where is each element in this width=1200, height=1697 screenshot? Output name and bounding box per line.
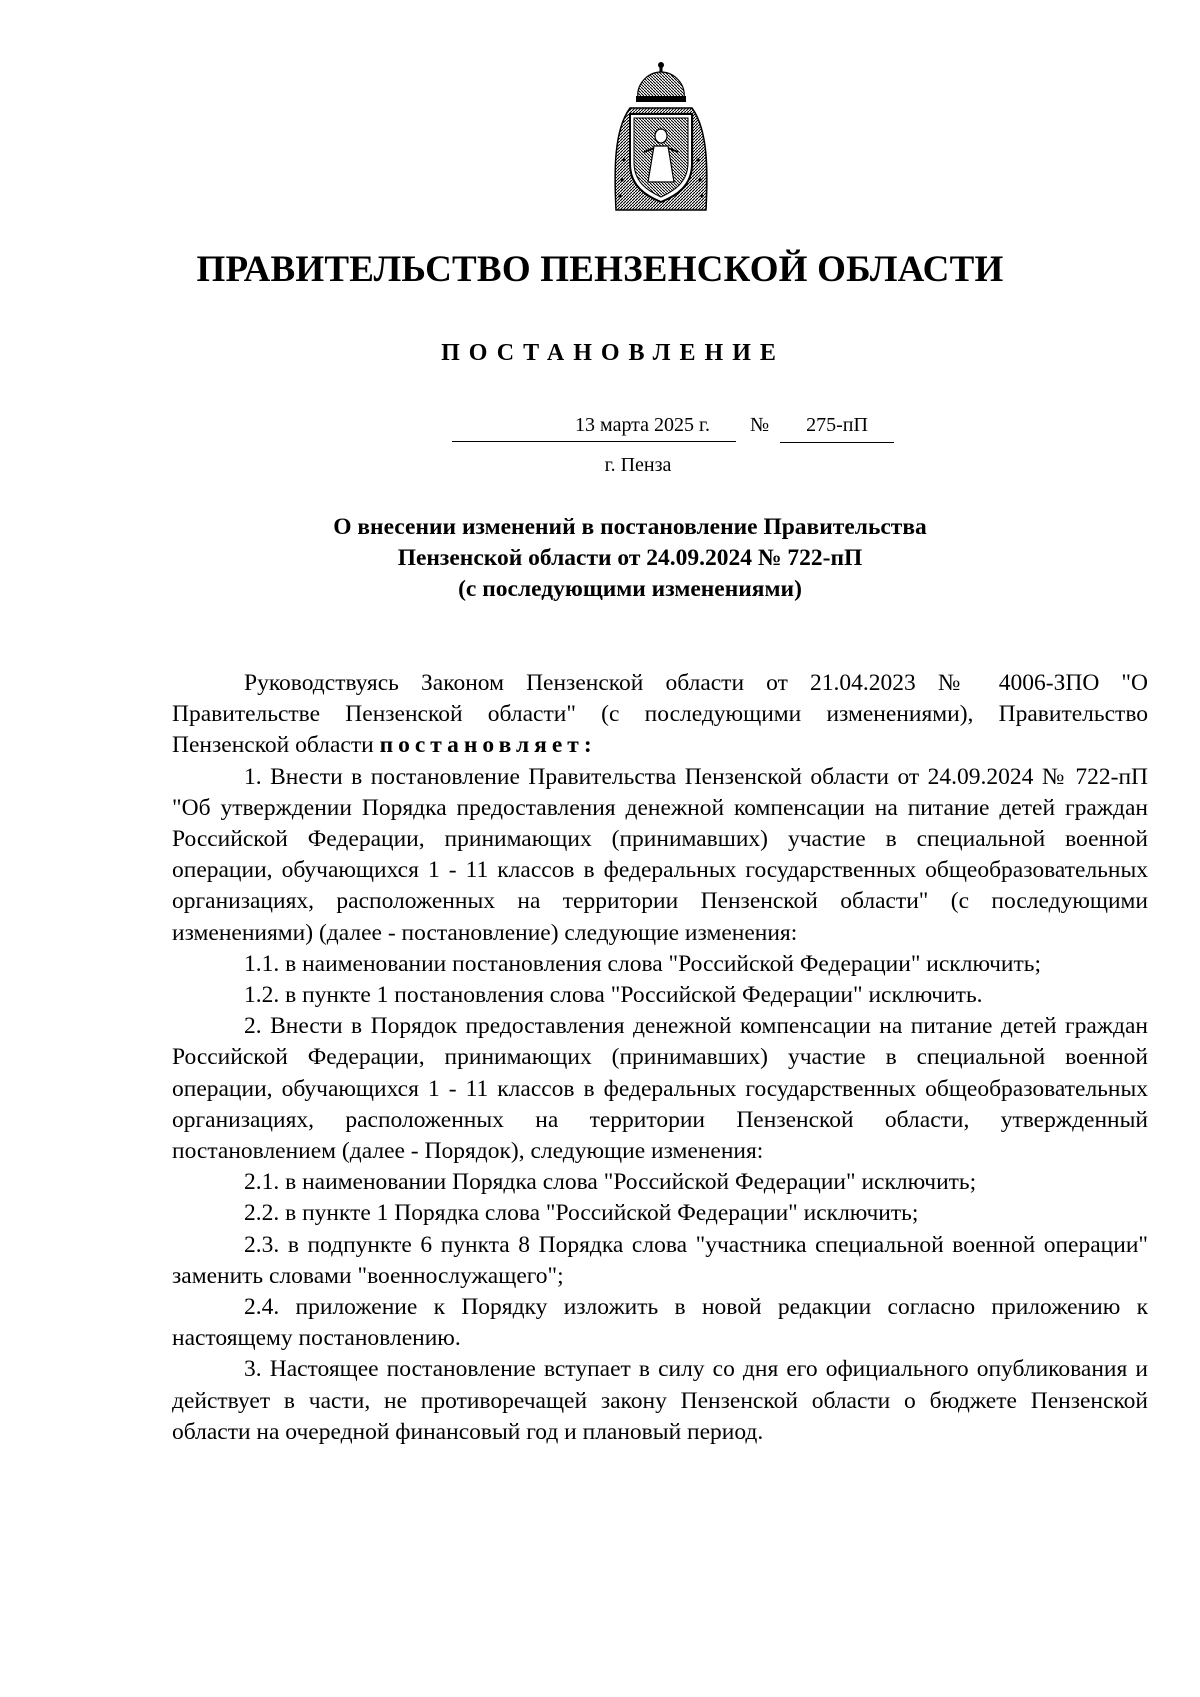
document-subject <box>250 512 1010 605</box>
document-number: 275-пП <box>780 414 894 443</box>
paragraph-2-4: 2.4. приложение к Порядку изложить в новой редакции согласно приложению к настоящему постановлению. <box>172 1294 1148 1352</box>
paragraph-2-2: 2.2. в пункте 1 Порядка слова "Российской Федерации" исключить; <box>244 1200 919 1227</box>
coat-of-arms-icon <box>608 60 714 216</box>
date-field <box>452 414 736 442</box>
paragraph-2-1: 2.1. в наименовании Порядка слова "Российской Федерации" исключить; <box>244 1169 977 1196</box>
preamble-action: постановляет: <box>379 732 597 759</box>
subject-line: О внесении изменений в постановление Правительства <box>333 514 927 540</box>
paragraph-3: 3. Настоящее постановление вступает в силу со дня его официального опубликования и действует в части, не противоречащей закону Пензенской области о бюджете Пензенской области на очередной финансовый год и плановый период. <box>172 1356 1148 1445</box>
preamble-text: Руководствуясь Законом Пензенской области от 21.04.2023 № 4006-ЗПО "О Правительстве Пензенской области" (с последующими изменениями), Правительство Пензенской области <box>172 670 1148 759</box>
paragraph-1: 1. Внести в постановление Правительства Пензенской области от 24.09.2024 № 722-пП "Об утверждении Порядка предоставления денежной компенсации на питание детей граждан Российской Федерации, принимающих (принимавших) участие в специальной военной операции, обучающихся 1 - 11 классов в федеральных государственных общеобразовательных организациях, расположенных на территории Пензенской области" (с последующими изменениями) (далее - постановление) следующие изменения: <box>172 763 1148 946</box>
subject-line: Пензенской области от 24.09.2024 № 722-пП <box>397 545 863 571</box>
city: г. Пенза <box>604 454 672 476</box>
organization-title: ПРАВИТЕЛЬСТВО ПЕНЗЕНСКОЙ ОБЛАСТИ <box>196 249 1004 290</box>
number-sign: № <box>750 414 770 436</box>
paragraph-2: 2. Внести в Порядок предоставления денежной компенсации на питание детей граждан Российской Федерации, принимающих (принимавших) участие в специальной военной операции, обучающихся 1 - 11 классов в федеральных государственных общеобразовательных организациях, расположенных на территории Пензенской области, утвержденный постановлением (далее - Порядок), следующие изменения: <box>172 1013 1148 1165</box>
preamble-paragraph <box>172 668 1148 762</box>
paragraph-1-2: 1.2. в пункте 1 постановления слова "Российской Федерации" исключить. <box>244 982 983 1009</box>
subject-line: (с последующими изменениями) <box>458 576 802 602</box>
paragraph-1-1: 1.1. в наименовании постановления слова "Российской Федерации" исключить; <box>244 950 1042 977</box>
paragraph-2-3: 2.3. в подпункте 6 пункта 8 Порядка слова "участника специальной военной операции" заменить словами "военнослужащего"; <box>172 1231 1148 1289</box>
date-value: 13 марта 2025 г. <box>575 414 710 436</box>
document-body <box>172 668 1148 1448</box>
document-type: ПОСТАНОВЛЕНИЕ <box>441 340 785 366</box>
